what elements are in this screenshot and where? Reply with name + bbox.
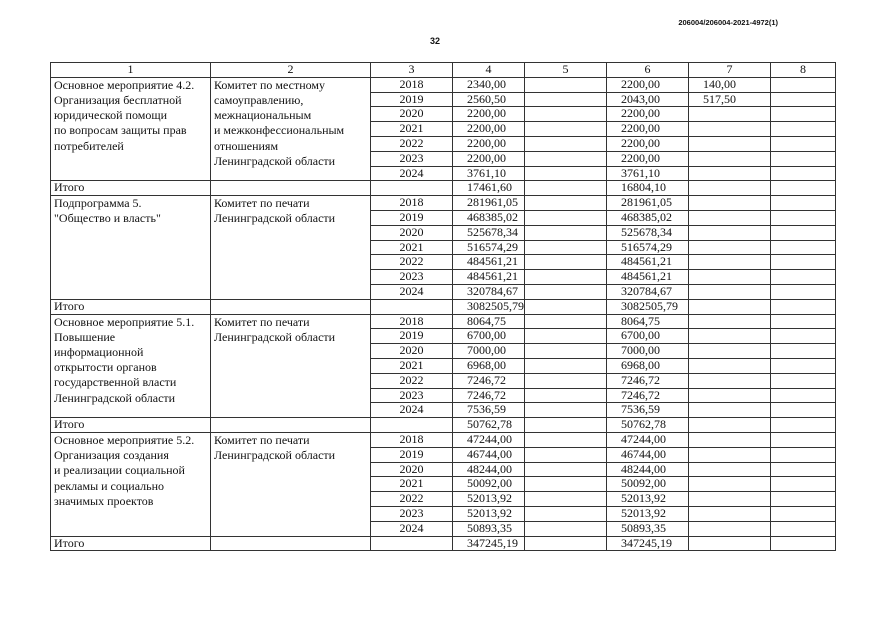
total-funding-cell: 52013,92 — [453, 506, 525, 521]
federal-funding-cell — [525, 432, 607, 447]
local-funding-cell — [689, 492, 771, 507]
regional-funding-cell: 2200,00 — [607, 77, 689, 92]
year-cell: 2020 — [371, 225, 453, 240]
other-funding-cell — [771, 329, 836, 344]
other-funding-cell — [771, 270, 836, 285]
total-funding-cell: 484561,21 — [453, 255, 525, 270]
federal-funding-cell — [525, 122, 607, 137]
total-funding-cell: 2200,00 — [453, 151, 525, 166]
activity-name-line: юридической помощи — [54, 108, 167, 123]
local-funding-cell — [689, 299, 771, 314]
other-funding-cell — [771, 447, 836, 462]
local-funding-cell — [689, 166, 771, 181]
total-funding-cell: 8064,75 — [453, 314, 525, 329]
regional-funding-cell: 50092,00 — [607, 477, 689, 492]
total-funding-cell: 7000,00 — [453, 344, 525, 359]
table-row — [51, 432, 836, 447]
table-row — [51, 77, 836, 92]
year-cell: 2021 — [371, 240, 453, 255]
federal-funding-cell — [525, 107, 607, 122]
federal-funding-cell — [525, 358, 607, 373]
regional-funding-cell: 7536,59 — [607, 403, 689, 418]
activity-name-line: Основное мероприятие 5.2. — [54, 432, 195, 447]
regional-funding-cell: 47244,00 — [607, 432, 689, 447]
other-funding-cell — [771, 136, 836, 151]
total-funding-cell: 3761,10 — [453, 166, 525, 181]
empty-cell — [211, 418, 371, 433]
year-cell: 2024 — [371, 284, 453, 299]
total-funding-cell: 516574,29 — [453, 240, 525, 255]
activity-name-line: и реализации социальной — [54, 463, 185, 478]
total-funding-cell: 3082505,79 — [453, 299, 525, 314]
total-funding-cell: 50762,78 — [453, 418, 525, 433]
year-cell: 2021 — [371, 122, 453, 137]
regional-funding-cell: 52013,92 — [607, 506, 689, 521]
regional-funding-cell: 3761,10 — [607, 166, 689, 181]
year-cell: 2022 — [371, 492, 453, 507]
regional-funding-cell: 7246,72 — [607, 373, 689, 388]
other-funding-cell — [771, 344, 836, 359]
other-funding-cell — [771, 358, 836, 373]
total-funding-cell: 6968,00 — [453, 358, 525, 373]
regional-funding-cell: 468385,02 — [607, 210, 689, 225]
regional-funding-cell: 7000,00 — [607, 344, 689, 359]
year-cell: 2018 — [371, 432, 453, 447]
total-funding-cell: 525678,34 — [453, 225, 525, 240]
activity-name-line: Основное мероприятие 4.2. — [54, 77, 195, 92]
total-funding-cell: 17461,60 — [453, 181, 525, 196]
empty-cell — [211, 299, 371, 314]
regional-funding-cell: 3082505,79 — [607, 299, 689, 314]
executor — [211, 432, 371, 536]
total-funding-cell: 347245,19 — [453, 536, 525, 551]
executor-line: межнациональным — [214, 108, 312, 123]
activity-name — [51, 196, 211, 300]
year-cell: 2024 — [371, 521, 453, 536]
header-cell: 1 — [51, 63, 211, 78]
regional-funding-cell: 6700,00 — [607, 329, 689, 344]
federal-funding-cell — [525, 225, 607, 240]
local-funding-cell: 517,50 — [689, 92, 771, 107]
empty-cell — [371, 418, 453, 433]
table-row — [51, 196, 836, 211]
federal-funding-cell — [525, 329, 607, 344]
year-cell: 2023 — [371, 151, 453, 166]
budget-table — [50, 62, 836, 551]
empty-cell — [211, 181, 371, 196]
regional-funding-cell: 50762,78 — [607, 418, 689, 433]
executor — [211, 77, 371, 181]
activity-name — [51, 432, 211, 536]
year-cell: 2020 — [371, 462, 453, 477]
other-funding-cell — [771, 477, 836, 492]
activity-name-line: государственной власти — [54, 375, 177, 390]
total-label: Итого — [51, 181, 211, 196]
regional-funding-cell: 16804,10 — [607, 181, 689, 196]
activity-name-line: потребителей — [54, 138, 124, 153]
total-funding-cell: 48244,00 — [453, 462, 525, 477]
total-funding-cell: 50893,35 — [453, 521, 525, 536]
local-funding-cell — [689, 151, 771, 166]
total-row — [51, 181, 836, 196]
other-funding-cell — [771, 403, 836, 418]
other-funding-cell — [771, 240, 836, 255]
other-funding-cell — [771, 432, 836, 447]
total-funding-cell: 7246,72 — [453, 388, 525, 403]
total-funding-cell: 281961,05 — [453, 196, 525, 211]
year-cell: 2018 — [371, 196, 453, 211]
year-cell: 2018 — [371, 77, 453, 92]
other-funding-cell — [771, 196, 836, 211]
header-cell: 7 — [689, 63, 771, 78]
local-funding-cell — [689, 432, 771, 447]
executor-line: и межконфессиональным — [214, 123, 345, 138]
federal-funding-cell — [525, 388, 607, 403]
federal-funding-cell — [525, 255, 607, 270]
federal-funding-cell — [525, 299, 607, 314]
activity-name-line: Основное мероприятие 5.1. — [54, 314, 195, 329]
activity-name-line: Организация создания — [54, 448, 169, 463]
regional-funding-cell: 8064,75 — [607, 314, 689, 329]
total-label: Итого — [51, 299, 211, 314]
empty-cell — [371, 181, 453, 196]
regional-funding-cell: 50893,35 — [607, 521, 689, 536]
other-funding-cell — [771, 122, 836, 137]
total-funding-cell: 52013,92 — [453, 492, 525, 507]
regional-funding-cell: 484561,21 — [607, 270, 689, 285]
federal-funding-cell — [525, 403, 607, 418]
local-funding-cell — [689, 344, 771, 359]
year-cell: 2023 — [371, 388, 453, 403]
federal-funding-cell — [525, 240, 607, 255]
year-cell: 2019 — [371, 210, 453, 225]
local-funding-cell — [689, 418, 771, 433]
total-funding-cell: 468385,02 — [453, 210, 525, 225]
total-row — [51, 536, 836, 551]
local-funding-cell — [689, 122, 771, 137]
header-cell: 6 — [607, 63, 689, 78]
regional-funding-cell: 525678,34 — [607, 225, 689, 240]
other-funding-cell — [771, 388, 836, 403]
total-row — [51, 418, 836, 433]
federal-funding-cell — [525, 492, 607, 507]
total-funding-cell: 484561,21 — [453, 270, 525, 285]
local-funding-cell — [689, 521, 771, 536]
year-cell: 2020 — [371, 344, 453, 359]
local-funding-cell — [689, 284, 771, 299]
year-cell: 2019 — [371, 92, 453, 107]
local-funding-cell — [689, 107, 771, 122]
regional-funding-cell: 320784,67 — [607, 284, 689, 299]
activity-name-line: по вопросам защиты прав — [54, 123, 187, 138]
other-funding-cell — [771, 492, 836, 507]
federal-funding-cell — [525, 210, 607, 225]
other-funding-cell — [771, 299, 836, 314]
local-funding-cell — [689, 358, 771, 373]
regional-funding-cell: 2200,00 — [607, 122, 689, 137]
federal-funding-cell — [525, 418, 607, 433]
document-id: 206004/206004-2021-4972(1) — [678, 18, 778, 27]
year-cell: 2021 — [371, 358, 453, 373]
other-funding-cell — [771, 536, 836, 551]
header-cell: 4 — [453, 63, 525, 78]
header-row — [51, 63, 836, 78]
executor-line: отношениям — [214, 138, 279, 153]
other-funding-cell — [771, 225, 836, 240]
other-funding-cell — [771, 166, 836, 181]
federal-funding-cell — [525, 284, 607, 299]
total-funding-cell: 320784,67 — [453, 284, 525, 299]
federal-funding-cell — [525, 151, 607, 166]
local-funding-cell — [689, 447, 771, 462]
local-funding-cell — [689, 136, 771, 151]
other-funding-cell — [771, 284, 836, 299]
year-cell: 2023 — [371, 270, 453, 285]
regional-funding-cell: 347245,19 — [607, 536, 689, 551]
total-funding-cell: 47244,00 — [453, 432, 525, 447]
empty-cell — [371, 536, 453, 551]
activity-name-line: рекламы и социально — [54, 478, 165, 493]
federal-funding-cell — [525, 462, 607, 477]
local-funding-cell — [689, 270, 771, 285]
local-funding-cell — [689, 210, 771, 225]
local-funding-cell — [689, 536, 771, 551]
local-funding-cell: 140,00 — [689, 77, 771, 92]
activity-name-line: Ленинградской области — [54, 390, 176, 405]
year-cell: 2020 — [371, 107, 453, 122]
federal-funding-cell — [525, 477, 607, 492]
regional-funding-cell: 6968,00 — [607, 358, 689, 373]
activity-name-line: информационной — [54, 344, 144, 359]
activity-name — [51, 314, 211, 418]
executor-line: Ленинградской области — [214, 211, 336, 226]
executor-line: Комитет по местному — [214, 77, 326, 92]
table-row — [51, 314, 836, 329]
total-funding-cell: 50092,00 — [453, 477, 525, 492]
local-funding-cell — [689, 373, 771, 388]
regional-funding-cell: 516574,29 — [607, 240, 689, 255]
local-funding-cell — [689, 329, 771, 344]
year-cell: 2018 — [371, 314, 453, 329]
federal-funding-cell — [525, 92, 607, 107]
federal-funding-cell — [525, 314, 607, 329]
regional-funding-cell: 484561,21 — [607, 255, 689, 270]
other-funding-cell — [771, 521, 836, 536]
regional-funding-cell: 281961,05 — [607, 196, 689, 211]
federal-funding-cell — [525, 77, 607, 92]
total-funding-cell: 2200,00 — [453, 122, 525, 137]
empty-cell — [371, 299, 453, 314]
total-funding-cell: 7536,59 — [453, 403, 525, 418]
federal-funding-cell — [525, 373, 607, 388]
other-funding-cell — [771, 373, 836, 388]
activity-name-line: Подпрограмма 5. — [54, 196, 142, 211]
regional-funding-cell: 52013,92 — [607, 492, 689, 507]
regional-funding-cell: 46744,00 — [607, 447, 689, 462]
total-funding-cell: 2200,00 — [453, 107, 525, 122]
local-funding-cell — [689, 314, 771, 329]
local-funding-cell — [689, 403, 771, 418]
regional-funding-cell: 2200,00 — [607, 151, 689, 166]
total-funding-cell: 46744,00 — [453, 447, 525, 462]
local-funding-cell — [689, 196, 771, 211]
federal-funding-cell — [525, 270, 607, 285]
page-number: 32 — [429, 36, 440, 46]
total-label: Итого — [51, 418, 211, 433]
other-funding-cell — [771, 462, 836, 477]
other-funding-cell — [771, 77, 836, 92]
total-funding-cell: 2200,00 — [453, 136, 525, 151]
total-funding-cell: 2340,00 — [453, 77, 525, 92]
other-funding-cell — [771, 107, 836, 122]
other-funding-cell — [771, 418, 836, 433]
total-funding-cell: 2560,50 — [453, 92, 525, 107]
federal-funding-cell — [525, 521, 607, 536]
year-cell: 2022 — [371, 373, 453, 388]
executor-line: Комитет по печати — [214, 314, 310, 329]
total-row — [51, 299, 836, 314]
year-cell: 2019 — [371, 329, 453, 344]
regional-funding-cell: 7246,72 — [607, 388, 689, 403]
activity-name-line: открытости органов — [54, 360, 157, 375]
local-funding-cell — [689, 240, 771, 255]
header-cell: 2 — [211, 63, 371, 78]
year-cell: 2023 — [371, 506, 453, 521]
federal-funding-cell — [525, 166, 607, 181]
year-cell: 2022 — [371, 136, 453, 151]
activity-name-line: значимых проектов — [54, 493, 154, 508]
local-funding-cell — [689, 477, 771, 492]
federal-funding-cell — [525, 447, 607, 462]
header-cell: 8 — [771, 63, 836, 78]
header-cell: 5 — [525, 63, 607, 78]
federal-funding-cell — [525, 536, 607, 551]
activity-name-line: Организация бесплатной — [54, 93, 182, 107]
federal-funding-cell — [525, 506, 607, 521]
local-funding-cell — [689, 255, 771, 270]
federal-funding-cell — [525, 181, 607, 196]
local-funding-cell — [689, 225, 771, 240]
total-funding-cell: 7246,72 — [453, 373, 525, 388]
other-funding-cell — [771, 506, 836, 521]
executor — [211, 314, 371, 418]
other-funding-cell — [771, 151, 836, 166]
other-funding-cell — [771, 181, 836, 196]
other-funding-cell — [771, 255, 836, 270]
regional-funding-cell: 2200,00 — [607, 136, 689, 151]
executor — [211, 196, 371, 300]
other-funding-cell — [771, 92, 836, 107]
total-label: Итого — [51, 536, 211, 551]
year-cell: 2019 — [371, 447, 453, 462]
executor-line: Комитет по печати — [214, 432, 310, 447]
year-cell: 2021 — [371, 477, 453, 492]
local-funding-cell — [689, 506, 771, 521]
federal-funding-cell — [525, 136, 607, 151]
executor-line: Ленинградской области — [214, 448, 336, 463]
executor-line: Ленинградской области — [214, 153, 336, 168]
local-funding-cell — [689, 388, 771, 403]
activity-name-line: "Общество и власть" — [54, 211, 161, 226]
other-funding-cell — [771, 210, 836, 225]
executor-line: самоуправлению, — [214, 93, 304, 107]
activity-name — [51, 77, 211, 181]
local-funding-cell — [689, 181, 771, 196]
activity-name-line: Повышение — [54, 329, 116, 344]
year-cell: 2024 — [371, 403, 453, 418]
header-cell: 3 — [371, 63, 453, 78]
year-cell: 2024 — [371, 166, 453, 181]
executor-line: Ленинградской области — [214, 329, 336, 344]
regional-funding-cell: 2043,00 — [607, 92, 689, 107]
federal-funding-cell — [525, 196, 607, 211]
regional-funding-cell: 48244,00 — [607, 462, 689, 477]
local-funding-cell — [689, 462, 771, 477]
year-cell: 2022 — [371, 255, 453, 270]
total-funding-cell: 6700,00 — [453, 329, 525, 344]
executor-line: Комитет по печати — [214, 196, 310, 211]
empty-cell — [211, 536, 371, 551]
regional-funding-cell: 2200,00 — [607, 107, 689, 122]
other-funding-cell — [771, 314, 836, 329]
federal-funding-cell — [525, 344, 607, 359]
